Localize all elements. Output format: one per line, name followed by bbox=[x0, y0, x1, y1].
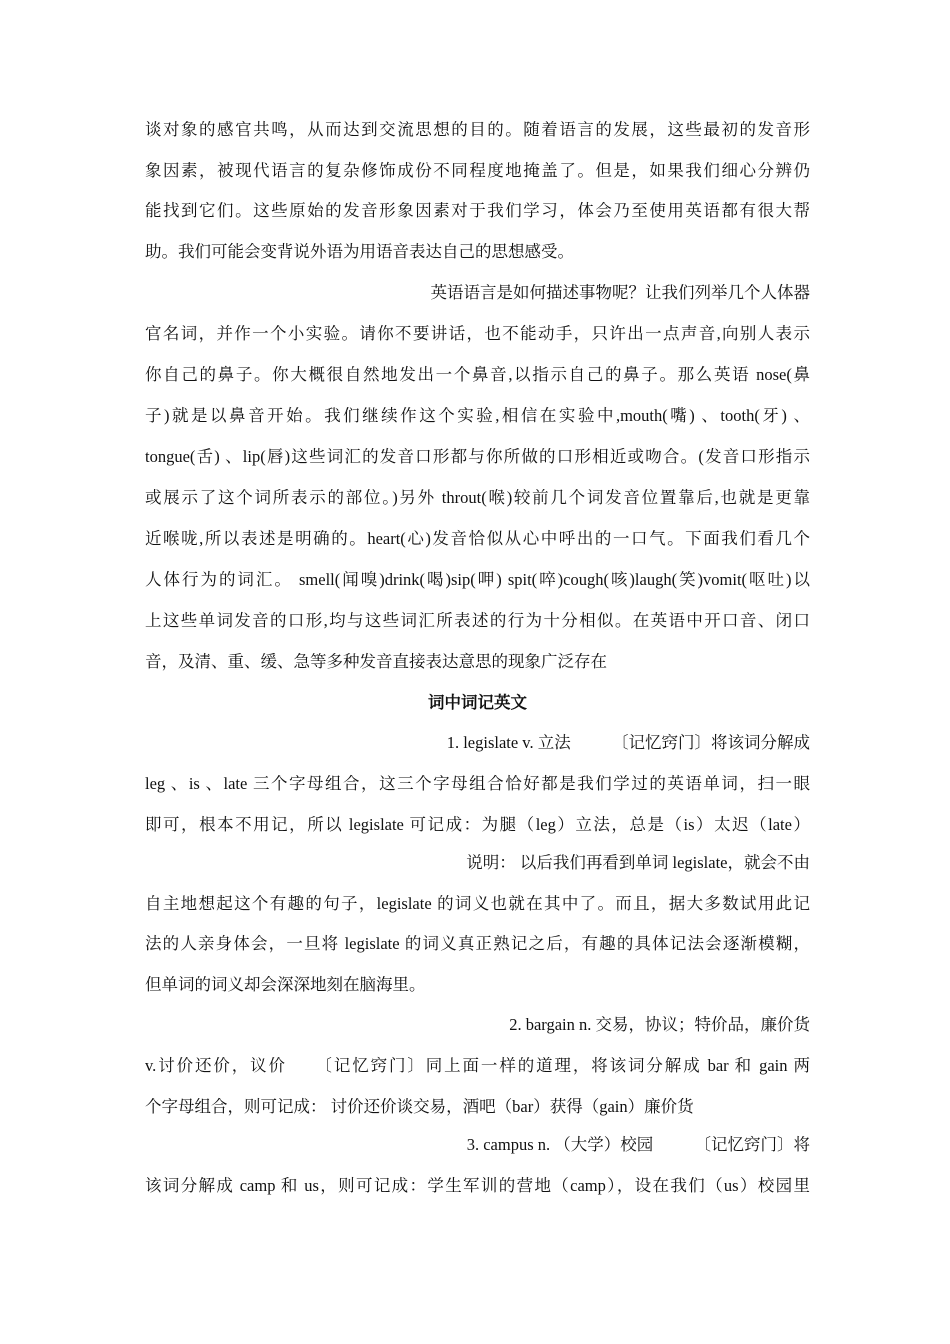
paragraph-line: 子)就是以鼻音开始。我们继续作这个实验,相信在实验中,mouth(嘴) 、tooth(牙) 、 bbox=[145, 406, 810, 425]
paragraph-line: 谈对象的感官共鸣，从而达到交流思想的目的。随着语言的发展，这些最初的发音形 bbox=[145, 120, 810, 139]
paragraph-line: 上这些单词发音的口形,均与这些词汇所表述的行为十分相似。在英语中开口音、闭口 bbox=[145, 611, 810, 630]
paragraph-line: 自主地想起这个有趣的句子，legislate 的词义也就在其中了。而且，据大多数试用此记 bbox=[145, 894, 810, 913]
paragraph-line: 人体行为的词汇。 smell(闻嗅)drink(喝)sip(呷) spit(啐)cough(咳)laugh(笑)vomit(呕吐)以 bbox=[145, 570, 810, 589]
paragraph-line: 能找到它们。这些原始的发音形象因素对于我们学习，体会乃至使用英语都有很大帮 bbox=[145, 201, 810, 220]
paragraph-line: 但单词的词义却会深深地刻在脑海里。 bbox=[145, 975, 426, 994]
paragraph-line: 3. campus n. （大学）校园 〔记忆窍门〕将 bbox=[466, 1135, 810, 1154]
paragraph-line: 音，及清、重、缓、急等多种发音直接表达意思的现象广泛存在 bbox=[145, 652, 607, 671]
paragraph-line: 官名词，并作一个小实验。请你不要讲话，也不能动手，只许出一点声音,向别人表示 bbox=[145, 324, 810, 343]
paragraph-line: leg 、is 、late 三个字母组合，这三个字母组合恰好都是我们学过的英语单词，扫一眼 bbox=[145, 774, 810, 793]
section-heading: 词中词记英文 bbox=[428, 693, 527, 712]
paragraph-line: 或展示了这个词所表示的部位。)另外 throut(喉)较前几个词发音位置靠后,也就是更靠 bbox=[145, 488, 810, 507]
paragraph-line: 你自己的鼻子。你大概很自然地发出一个鼻音,以指示自己的鼻子。那么英语 nose(鼻 bbox=[145, 365, 810, 384]
paragraph-line: 说明： 以后我们再看到单词 legislate，就会不由 bbox=[466, 853, 810, 872]
paragraph-line: 该词分解成 camp 和 us，则可记成：学生军训的营地（camp），设在我们（us）校园里 bbox=[145, 1176, 810, 1195]
paragraph-line: 个字母组合，则可记成： 讨价还价谈交易，酒吧（bar）获得（gain）廉价货 bbox=[145, 1097, 694, 1116]
paragraph-line: 2. bargain n. 交易，协议；特价品，廉价货 bbox=[509, 1015, 810, 1034]
paragraph-line: 近喉咙,所以表述是明确的。heart(心)发音恰似从心中呼出的一口气。下面我们看几个 bbox=[145, 529, 810, 548]
paragraph-line: 即可，根本不用记，所以 legislate 可记成：为腿（leg）立法，总是（is）太迟（late） bbox=[145, 815, 810, 834]
paragraph-line: 助。我们可能会变背说外语为用语音表达自己的思想感受。 bbox=[145, 242, 574, 261]
paragraph-line: 英语语言是如何描述事物呢？让我们列举几个人体器 bbox=[430, 283, 810, 302]
paragraph-line: 1. legislate v. 立法 〔记忆窍门〕将该词分解成 bbox=[446, 733, 810, 752]
paragraph-line: 象因素，被现代语言的复杂修饰成份不同程度地掩盖了。但是，如果我们细心分辨仍 bbox=[145, 161, 810, 180]
paragraph-line: tongue(舌) 、lip(唇)这些词汇的发音口形都与你所做的口形相近或吻合。(发音口形指示 bbox=[145, 447, 810, 466]
paragraph-line: 法的人亲身体会，一旦将 legislate 的词义真正熟记之后，有趣的具体记法会逐渐模糊， bbox=[145, 934, 810, 953]
paragraph-line: v.讨价还价，议价 〔记忆窍门〕同上面一样的道理，将该词分解成 bar 和 gain 两 bbox=[145, 1056, 810, 1075]
